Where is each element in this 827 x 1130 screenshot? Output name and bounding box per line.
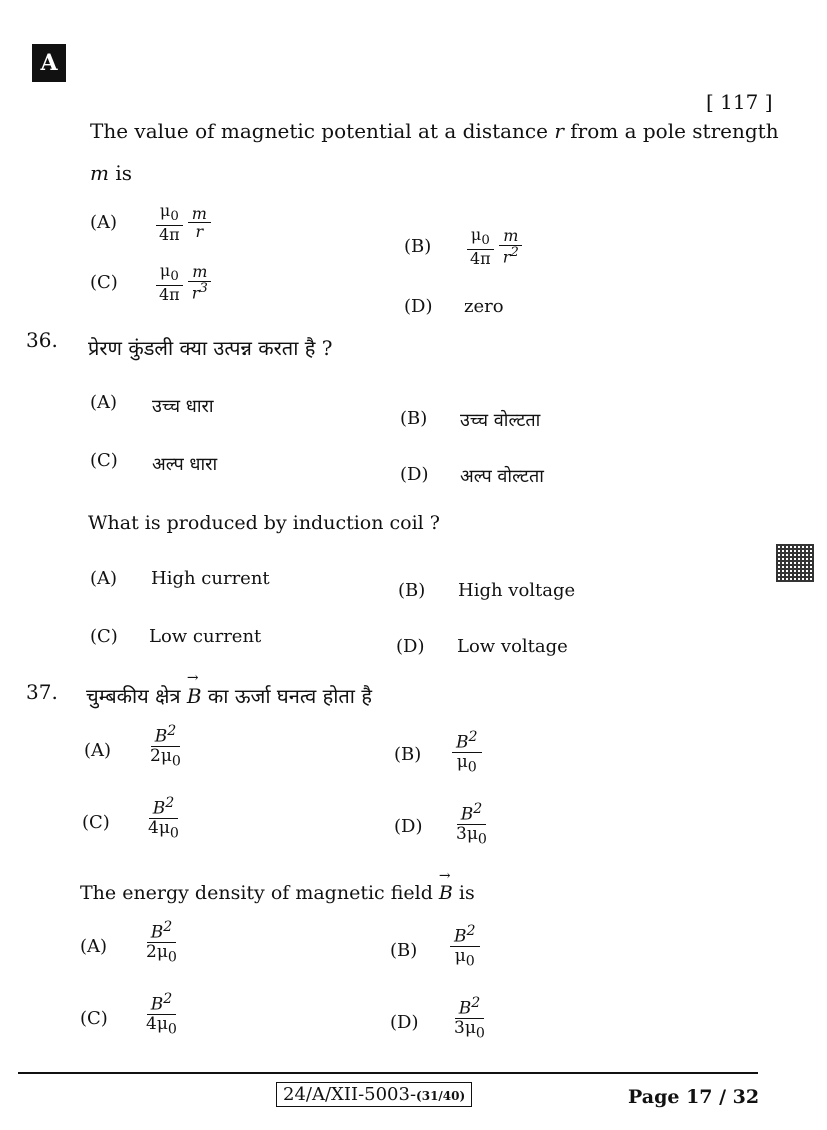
q36-en-option-d-value[interactable]: Low voltage (457, 636, 568, 657)
paper-code: 24/A/XII-5003-(31/40) (276, 1082, 472, 1107)
series-badge: A (32, 44, 66, 82)
q36-hi-option-c-value[interactable]: अल्प धारा (152, 454, 218, 475)
q37-hi-option-b-label[interactable]: (B) (394, 744, 422, 765)
q36-en-option-c-value[interactable]: Low current (149, 626, 262, 647)
vector-b: → B (439, 882, 453, 905)
q36-en-option-a-label[interactable]: (A) (90, 568, 118, 589)
q36-hi-option-c-label[interactable]: (C) (90, 450, 118, 471)
q36-question-hi: प्रेरण कुंडली क्या उत्पन्न करता है ? (88, 336, 333, 360)
vector-b: → B (187, 684, 202, 708)
q37-en-option-a-value[interactable]: $\frac{B^2}{2\mu_0}$ (146, 919, 177, 966)
q36-hi-option-b-label[interactable]: (B) (400, 408, 428, 429)
q36-en-option-a-value[interactable]: High current (151, 568, 270, 589)
q37-en-option-a-label[interactable]: (A) (80, 936, 108, 957)
q37-question-hi: चुम्बकीय क्षेत्र → B का ऊर्जा घनत्व होता है (86, 684, 372, 708)
q36-en-option-d-label[interactable]: (D) (396, 636, 425, 657)
q37-en-option-d-label[interactable]: (D) (390, 1012, 419, 1033)
page-number: Page 17 / 32 (628, 1086, 760, 1108)
q35-option-b-label[interactable]: (B) (404, 236, 432, 257)
q37-en-option-c-label[interactable]: (C) (80, 1008, 108, 1029)
footer-divider (18, 1072, 758, 1074)
q36-number: 36. (26, 328, 58, 352)
q37-hi-option-d-label[interactable]: (D) (394, 816, 423, 837)
page-marker: [ 117 ] (706, 90, 773, 114)
q35-option-a-label[interactable]: (A) (90, 212, 118, 233)
q36-question-en: What is produced by induction coil ? (88, 512, 440, 534)
q36-en-option-c-label[interactable]: (C) (90, 626, 118, 647)
q37-en-option-b-value[interactable]: $\frac{B^2}{\mu_0}$ (450, 924, 480, 970)
q37-hi-option-d-value[interactable]: $\frac{B^2}{3\mu_0}$ (456, 801, 487, 848)
q37-hi-option-a-value[interactable]: $\frac{B^2}{2\mu_0}$ (150, 723, 181, 770)
q36-hi-option-a-value[interactable]: उच्च धारा (152, 396, 214, 417)
q37-hi-option-c-value[interactable]: $\frac{B^2}{4\mu_0}$ (148, 795, 179, 842)
q36-en-option-b-label[interactable]: (B) (398, 580, 426, 601)
q37-hi-option-a-label[interactable]: (A) (84, 740, 112, 761)
q37-en-option-b-label[interactable]: (B) (390, 940, 418, 961)
var-r: r (554, 119, 564, 143)
q37-question-en: The energy density of magnetic field → B is (80, 882, 475, 905)
q36-hi-option-d-label[interactable]: (D) (400, 464, 429, 485)
q37-hi-option-b-value[interactable]: $\frac{B^2}{\mu_0}$ (452, 730, 482, 776)
q35-option-a-value[interactable]: $\frac{\mu_0}{4\pi}$ $\frac{m}{r}$ (155, 202, 211, 243)
q37-en-option-d-value[interactable]: $\frac{B^2}{3\mu_0}$ (454, 995, 485, 1042)
q37-en-option-c-value[interactable]: $\frac{B^2}{4\mu_0}$ (146, 991, 177, 1038)
q36-hi-option-d-value[interactable]: अल्प वोल्टता (460, 466, 544, 487)
q37-number: 37. (26, 680, 58, 704)
q35-option-b-value[interactable]: $\frac{\mu_0}{4\pi}$ $\frac{m}{r^2}$ (466, 226, 523, 267)
q36-hi-option-b-value[interactable]: उच्च वोल्टता (460, 410, 541, 431)
qr-code-icon (776, 544, 814, 582)
q35-question-text: The value of magnetic potential at a distance r from a pole strength m is (90, 119, 779, 185)
q35-option-c-label[interactable]: (C) (90, 272, 118, 293)
q36-hi-option-a-label[interactable]: (A) (90, 392, 118, 413)
q36-en-option-b-value[interactable]: High voltage (458, 580, 576, 601)
q35-option-d-label[interactable]: (D) (404, 296, 433, 317)
q35-option-d-value[interactable]: zero (464, 296, 504, 317)
q37-hi-option-c-label[interactable]: (C) (82, 812, 110, 833)
var-m: m (90, 161, 109, 185)
q35-option-c-value[interactable]: $\frac{\mu_0}{4\pi}$ $\frac{m}{r^3}$ (155, 262, 212, 303)
